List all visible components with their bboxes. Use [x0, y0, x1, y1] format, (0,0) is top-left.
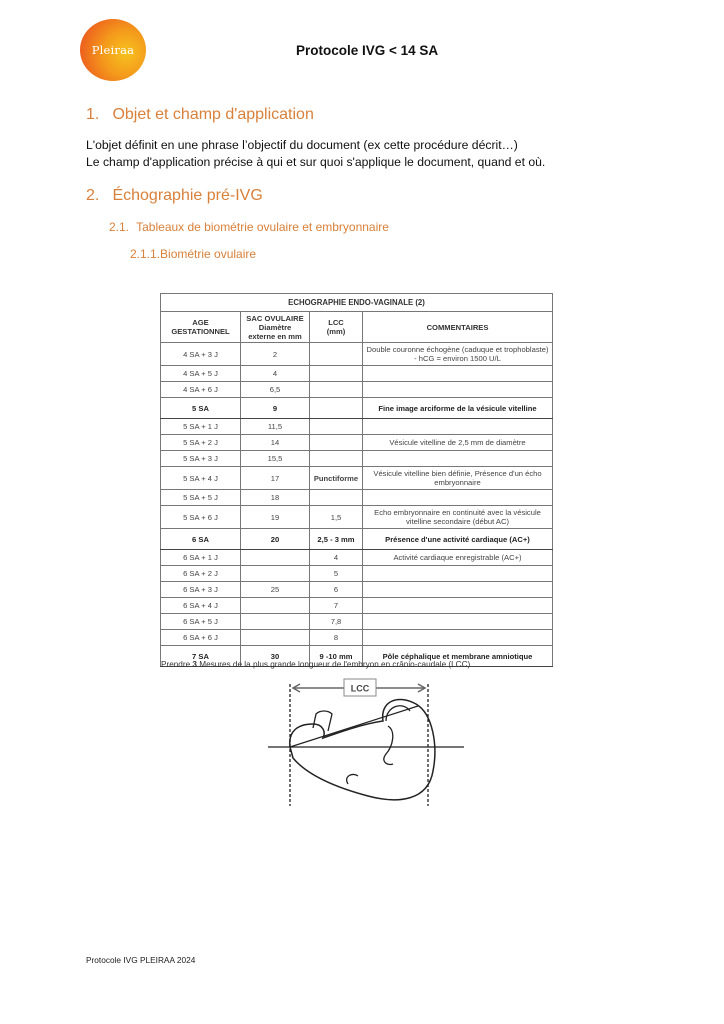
- cell-sac: 20: [241, 529, 310, 550]
- section-2-1-heading: [109, 220, 389, 234]
- embryo-detail: [384, 706, 410, 765]
- cell-lcc: 5: [310, 566, 363, 582]
- header-line: LCC: [328, 318, 344, 327]
- cell-comment: [363, 630, 553, 646]
- pleiraa-logo: [80, 19, 146, 81]
- cell-comment: Fine image arciforme de la vésicule vitelline: [363, 398, 553, 419]
- cell-comment: Pôle céphalique et membrane amniotique: [363, 646, 553, 667]
- paragraph-line: L'objet définit en une phrase l’objectif du document (ex cette procédure décrit…): [86, 138, 518, 152]
- cell-comment: [363, 366, 553, 382]
- embryo-outline: [290, 699, 435, 799]
- section-number: 1.: [86, 106, 100, 123]
- cell-sac: 6,5: [241, 382, 310, 398]
- cell-sac: 11,5: [241, 419, 310, 435]
- cell-sac: [241, 566, 310, 582]
- cell-age: 7 SA: [161, 646, 241, 667]
- cell-lcc: 7: [310, 598, 363, 614]
- cell-comment: Double couronne échogène (caduque et trophoblaste) - hCG = environ 1500 U/L: [363, 343, 553, 366]
- caption-bold: 3: [192, 660, 197, 669]
- cell-age: 5 SA: [161, 398, 241, 419]
- cell-sac: 15,5: [241, 451, 310, 467]
- cell-age: 6 SA + 2 J: [161, 566, 241, 582]
- cell-age: 4 SA + 3 J: [161, 343, 241, 366]
- measurement-caption: [161, 660, 470, 669]
- cell-sac: 25: [241, 582, 310, 598]
- cell-sac: 18: [241, 490, 310, 506]
- embryo-lcc-diagram: [268, 676, 468, 808]
- table-row: [161, 451, 553, 467]
- lcc-label: LCC: [350, 683, 370, 694]
- cell-comment: [363, 419, 553, 435]
- cell-age: 6 SA + 6 J: [161, 630, 241, 646]
- embryo-detail: [347, 774, 358, 784]
- cell-comment: [363, 598, 553, 614]
- cell-comment: Présence d'une activité cardiaque (AC+): [363, 529, 553, 550]
- cell-sac: [241, 598, 310, 614]
- cell-lcc: [310, 382, 363, 398]
- cell-age: 5 SA + 1 J: [161, 419, 241, 435]
- section-number: 2.1.: [109, 220, 130, 234]
- table-row: [161, 467, 553, 490]
- table-row: [161, 382, 553, 398]
- section-number: 2.: [86, 187, 100, 204]
- cell-lcc: Punctiforme: [310, 467, 363, 490]
- col-header-sac: [241, 312, 310, 343]
- cell-sac: 30: [241, 646, 310, 667]
- caption-text: Prendre: [161, 660, 193, 669]
- table-row: [161, 506, 553, 529]
- table-title: ECHOGRAPHIE ENDO-VAGINALE (2): [161, 294, 553, 312]
- cell-lcc: [310, 435, 363, 451]
- cell-sac: 14: [241, 435, 310, 451]
- cell-sac: 19: [241, 506, 310, 529]
- table-row: [161, 398, 553, 419]
- cell-comment: [363, 566, 553, 582]
- cell-comment: Activité cardiaque enregistrable (AC+): [363, 550, 553, 566]
- cell-age: 5 SA + 2 J: [161, 435, 241, 451]
- cell-lcc: 8: [310, 630, 363, 646]
- section-title: Échographie pré-IVG: [112, 187, 263, 204]
- cell-sac: [241, 614, 310, 630]
- cell-lcc: 2,5 - 3 mm: [310, 529, 363, 550]
- table-row: [161, 366, 553, 382]
- table-row: [161, 582, 553, 598]
- section-title: Objet et champ d'application: [112, 106, 314, 123]
- paragraph-line: Le champ d'application précise à qui et sur quoi s'applique le document, quand et où.: [86, 155, 546, 169]
- cell-comment: [363, 490, 553, 506]
- cell-comment: [363, 451, 553, 467]
- cell-lcc: 1,5: [310, 506, 363, 529]
- cell-lcc: [310, 419, 363, 435]
- cell-lcc: 4: [310, 550, 363, 566]
- cell-sac: 4: [241, 366, 310, 382]
- cell-age: 5 SA + 6 J: [161, 506, 241, 529]
- table-row: [161, 614, 553, 630]
- cell-sac: [241, 550, 310, 566]
- col-header-comments: COMMENTAIRES: [363, 312, 553, 343]
- header-line: Diamètre: [258, 322, 292, 332]
- section-2-1-1-heading: 2.1.1.Biométrie ovulaire: [130, 247, 257, 261]
- table-body: [161, 343, 553, 667]
- cell-lcc: [310, 398, 363, 419]
- cell-comment: [363, 382, 553, 398]
- cell-age: 6 SA + 1 J: [161, 550, 241, 566]
- cell-lcc: [310, 451, 363, 467]
- table-row: [161, 529, 553, 550]
- cell-lcc: 6: [310, 582, 363, 598]
- echography-table: [160, 293, 553, 667]
- cell-age: 5 SA + 3 J: [161, 451, 241, 467]
- cell-lcc: [310, 490, 363, 506]
- header-line: SAC OVULAIRE: [246, 313, 304, 323]
- col-header-age: [161, 312, 241, 343]
- table-row: [161, 435, 553, 451]
- cell-lcc: [310, 366, 363, 382]
- cell-age: 6 SA + 3 J: [161, 582, 241, 598]
- cell-age: 5 SA + 4 J: [161, 467, 241, 490]
- cell-age: 6 SA + 5 J: [161, 614, 241, 630]
- header-line: (mm): [326, 327, 346, 336]
- cell-age: 4 SA + 6 J: [161, 382, 241, 398]
- crown-rump-line: [290, 706, 418, 747]
- table-row: [161, 598, 553, 614]
- cell-comment: Echo embryonnaire en continuité avec la vésicule vitelline secondaire (début AC): [363, 506, 553, 529]
- caption-text: Mesures de la plus grande longueur de l'embryon en crânio-caudale (LCC): [196, 660, 471, 669]
- page-footer: Protocole IVG PLEIRAA 2024: [86, 955, 196, 965]
- cell-sac: 17: [241, 467, 310, 490]
- cell-lcc: 9 -10 mm: [310, 646, 363, 667]
- cell-age: 5 SA + 5 J: [161, 490, 241, 506]
- section-1-text: [86, 137, 545, 171]
- table-row: [161, 343, 553, 366]
- table-row: [161, 490, 553, 506]
- header-line: AGE: [192, 318, 209, 327]
- cell-comment: [363, 614, 553, 630]
- section-2-heading: [86, 187, 263, 205]
- cell-comment: [363, 582, 553, 598]
- echography-figure: [160, 293, 552, 667]
- cell-comment: Vésicule vitelline de 2,5 mm de diamètre: [363, 435, 553, 451]
- cell-sac: 9: [241, 398, 310, 419]
- cell-comment: Vésicule vitelline bien définie, Présence d'un écho embryonnaire: [363, 467, 553, 490]
- cell-sac: 2: [241, 343, 310, 366]
- table-row: [161, 419, 553, 435]
- document-title: Protocole IVG < 14 SA: [296, 43, 439, 58]
- section-1-heading: [86, 106, 314, 124]
- section-title: Tableaux de biométrie ovulaire et embryonnaire: [136, 220, 389, 234]
- col-header-lcc: [310, 312, 363, 343]
- cell-lcc: 7,8: [310, 614, 363, 630]
- table-row: [161, 550, 553, 566]
- header-line: externe en mm: [248, 331, 302, 341]
- cell-age: 6 SA + 4 J: [161, 598, 241, 614]
- cell-age: 4 SA + 5 J: [161, 366, 241, 382]
- cell-sac: [241, 630, 310, 646]
- table-row: [161, 566, 553, 582]
- logo-text: Pleiraa: [91, 43, 135, 57]
- cell-age: 6 SA: [161, 529, 241, 550]
- cell-lcc: [310, 343, 363, 366]
- header-line: GESTATIONNEL: [171, 327, 230, 336]
- table-row: [161, 630, 553, 646]
